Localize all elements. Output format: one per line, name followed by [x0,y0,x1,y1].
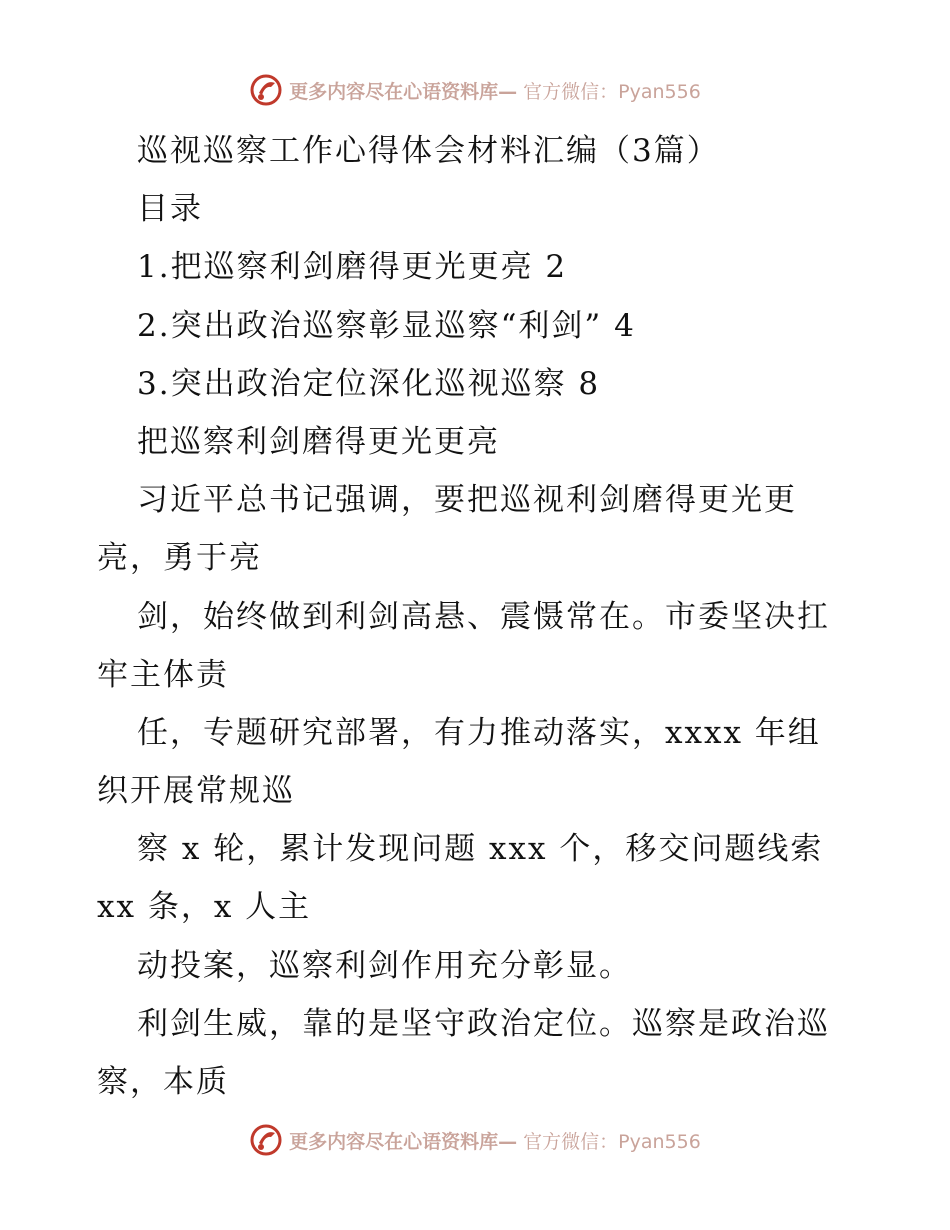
watermark-wechat: 官方微信：Pyan556 [523,1130,701,1153]
toc-heading: 目录 [137,191,203,228]
header-watermark [0,70,950,110]
brand-logo-icon [249,1123,283,1157]
paragraph-line: 任，专题研究部署，有力推动落实，xxxx 年组 [137,714,821,751]
toc-item-2: 2.突出政治巡察彰显巡察“利剑” 4 [137,307,636,344]
paragraph-line: 牢主体责 [97,656,229,693]
watermark-wechat: 官方微信：Pyan556 [523,80,701,103]
section-heading: 把巡察利剑磨得更光更亮 [137,423,500,460]
paragraph-line: 习近平总书记强调，要把巡视利剑磨得更光更 [137,482,797,519]
document-title: 巡视巡察工作心得体会材料汇编（3篇） [137,133,720,169]
document-body [97,122,857,1111]
paragraph-line: xx 条，x 人主 [97,889,312,926]
toc-item-3: 3.突出政治定位深化巡视巡察 8 [137,365,601,402]
paragraph-line: 利剑生威，靠的是坚守政治定位。巡察是政治巡 [137,1005,830,1042]
watermark-text: 更多内容尽在心语资料库— [289,80,518,103]
watermark-text: 更多内容尽在心语资料库— [289,1130,518,1153]
paragraph-line: 织开展常规巡 [97,773,295,810]
paragraph-line: 剑，始终做到利剑高悬、震慑常在。市委坚决扛 [137,598,830,635]
footer-watermark [0,1120,950,1160]
brand-logo-icon [249,73,283,107]
paragraph-line: 亮，勇于亮 [97,540,262,577]
paragraph-line: 动投案，巡察利剑作用充分彰显。 [137,947,632,984]
paragraph-line: 察 x 轮，累计发现问题 xxx 个，移交问题线索 [137,831,824,868]
paragraph-line: 察，本质 [97,1064,229,1100]
toc-item-1: 1.把巡察利剑磨得更光更亮 2 [137,249,568,286]
